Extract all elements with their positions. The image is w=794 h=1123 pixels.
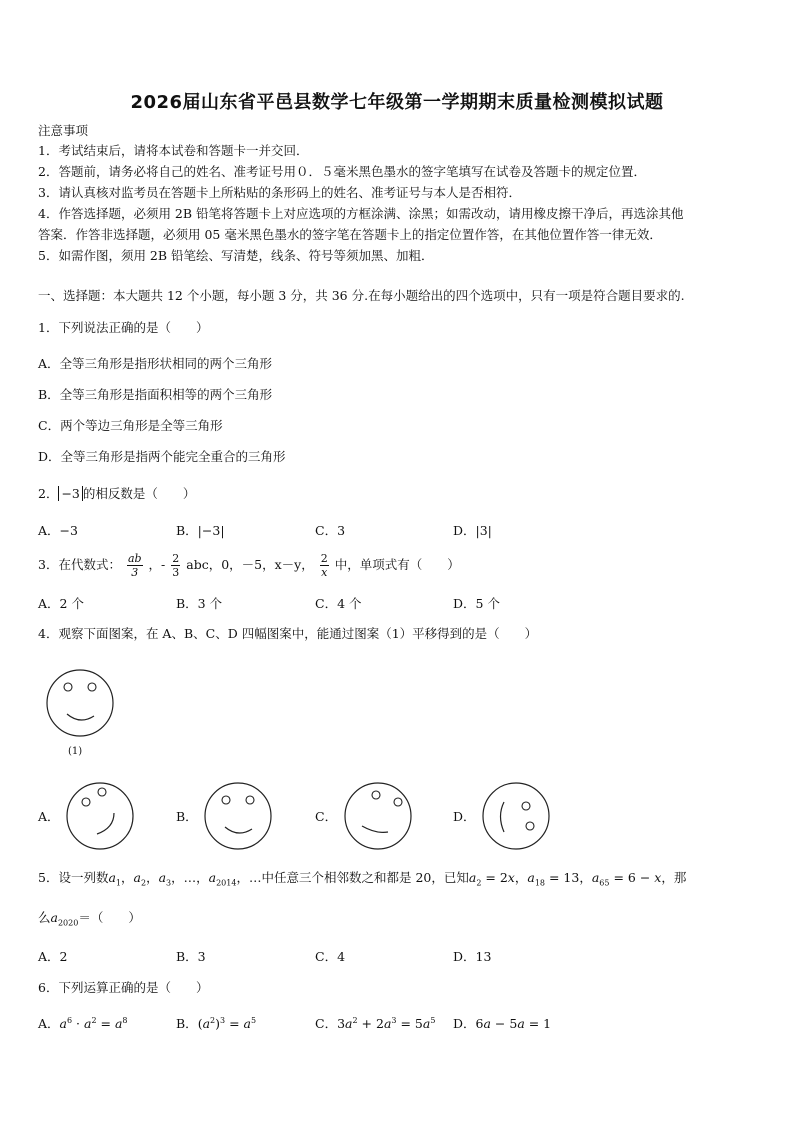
q6-option-c: C．$3a^2 + 2a^3 = 5a^5$	[315, 1015, 436, 1031]
question-5-line-2: 么$a_{2020}=$（ ）	[38, 910, 141, 928]
q1-option-a: A．全等三角形是指形状相同的两个三角形	[38, 356, 273, 371]
fraction-2-3: $\frac{2}{3}$	[172, 552, 180, 579]
q2-option-d: D．|3|	[453, 523, 492, 538]
notice-item: 答案．作答非选择题，必须用 05 毫米黑色墨水的签字笔在答题卡上的指定位置作答，在其他位置作答一律无效．	[38, 227, 662, 242]
q3-option-d: D．5 个	[453, 596, 500, 611]
q5-option-b: B．3	[176, 949, 206, 964]
q5-option-d: D．13	[453, 949, 492, 964]
q1-option-d: D．全等三角形是指两个能完全重合的三角形	[38, 449, 286, 464]
q6-option-d: D．6a − 5a = 1	[453, 1016, 552, 1031]
q1-option-c: C．两个等边三角形是全等三角形	[38, 418, 223, 433]
q4-option-a: A．	[38, 809, 60, 824]
q5-option-a: A．2	[38, 949, 68, 964]
fraction-2-x: $\frac{2}{x}$	[320, 552, 328, 579]
question-2-stem: 2． −3 的相反数是（ ）	[38, 486, 196, 501]
face-option-a	[64, 780, 136, 852]
q2-option-c: C．3	[315, 523, 346, 538]
section-heading: 一、选择题：本大题共 12 个小题，每小题 3 分，共 36 分.在每小题给出的四个选项中，只有一项是符合题目要求的.	[38, 288, 685, 303]
question-4-stem: 4．观察下面图案，在 A、B、C、D 四幅图案中，能通过图案（1）平移得到的是（ ）	[38, 626, 538, 641]
notice-item: 2．答题前，请务必将自己的姓名、准考证号用０．５毫米黑色墨水的签字笔填写在试卷及答题卡的规定位置．	[38, 164, 646, 179]
q1-option-b: B．全等三角形是指面积相等的两个三角形	[38, 387, 273, 402]
face-option-b	[202, 780, 274, 852]
question-5-line-1: 5．设一列数$a_1$，$a_2$，$a_3$，…，$a_{2014}$，…中任意三个相邻数之和都是 20，已知$a_2 = 2x$，$a_{18} = 13$，$a_{65} = 6 - x$，那	[38, 870, 687, 888]
question-3-stem: 3．在代数式： $\frac{ab}{3}$ ，- $\frac{2}{3}$ abc，0，－5，x－y， $\frac{2}{x}$ 中，单项式有（ ）	[38, 552, 460, 579]
q4-option-d: D．	[453, 809, 476, 824]
q6-option-a: A．$a^6 \cdot a^2 = a^8$	[38, 1015, 128, 1031]
figure-1-label: (1)	[68, 746, 83, 757]
face-figure-1	[44, 667, 116, 739]
page-title: 2026届山东省平邑县数学七年级第一学期期末质量检测模拟试题	[130, 92, 664, 113]
notice-heading: 注意事项	[38, 123, 89, 138]
q5-option-c: C．4	[315, 949, 346, 964]
q4-option-b: B．	[176, 809, 198, 824]
q2-option-a: A．−3	[38, 523, 78, 538]
q3-option-b: B．3 个	[176, 596, 223, 611]
notice-item: 3．请认真核对监考员在答题卡上所粘贴的条形码上的姓名、准考证号与本人是否相符．	[38, 185, 521, 200]
notice-item: 5．如需作图，须用 2B 铅笔绘、写清楚，线条、符号等须加黑、加粗．	[38, 248, 434, 263]
abs-value: −3	[58, 486, 82, 501]
face-option-c	[342, 780, 414, 852]
notice-item: 4．作答选择题，必须用 2B 铅笔将答题卡上对应选项的方框涂满、涂黑；如需改动，请用橡皮擦干净后，再选涂其他	[38, 206, 684, 221]
question-1-stem: 1．下列说法正确的是（ ）	[38, 320, 209, 335]
q2-option-b: B．|−3|	[176, 523, 225, 538]
q3-option-a: A．2 个	[38, 596, 84, 611]
q6-option-b: B．$(a^2)^3 = a^5$	[176, 1015, 257, 1031]
face-option-d	[480, 780, 552, 852]
fraction-ab-3: $\frac{ab}{3}$	[127, 552, 142, 579]
notice-item: 1．考试结束后，请将本试卷和答题卡一并交回．	[38, 143, 309, 158]
question-6-stem: 6．下列运算正确的是（ ）	[38, 980, 209, 995]
q3-option-c: C．4 个	[315, 596, 362, 611]
q4-option-c: C．	[315, 809, 338, 824]
